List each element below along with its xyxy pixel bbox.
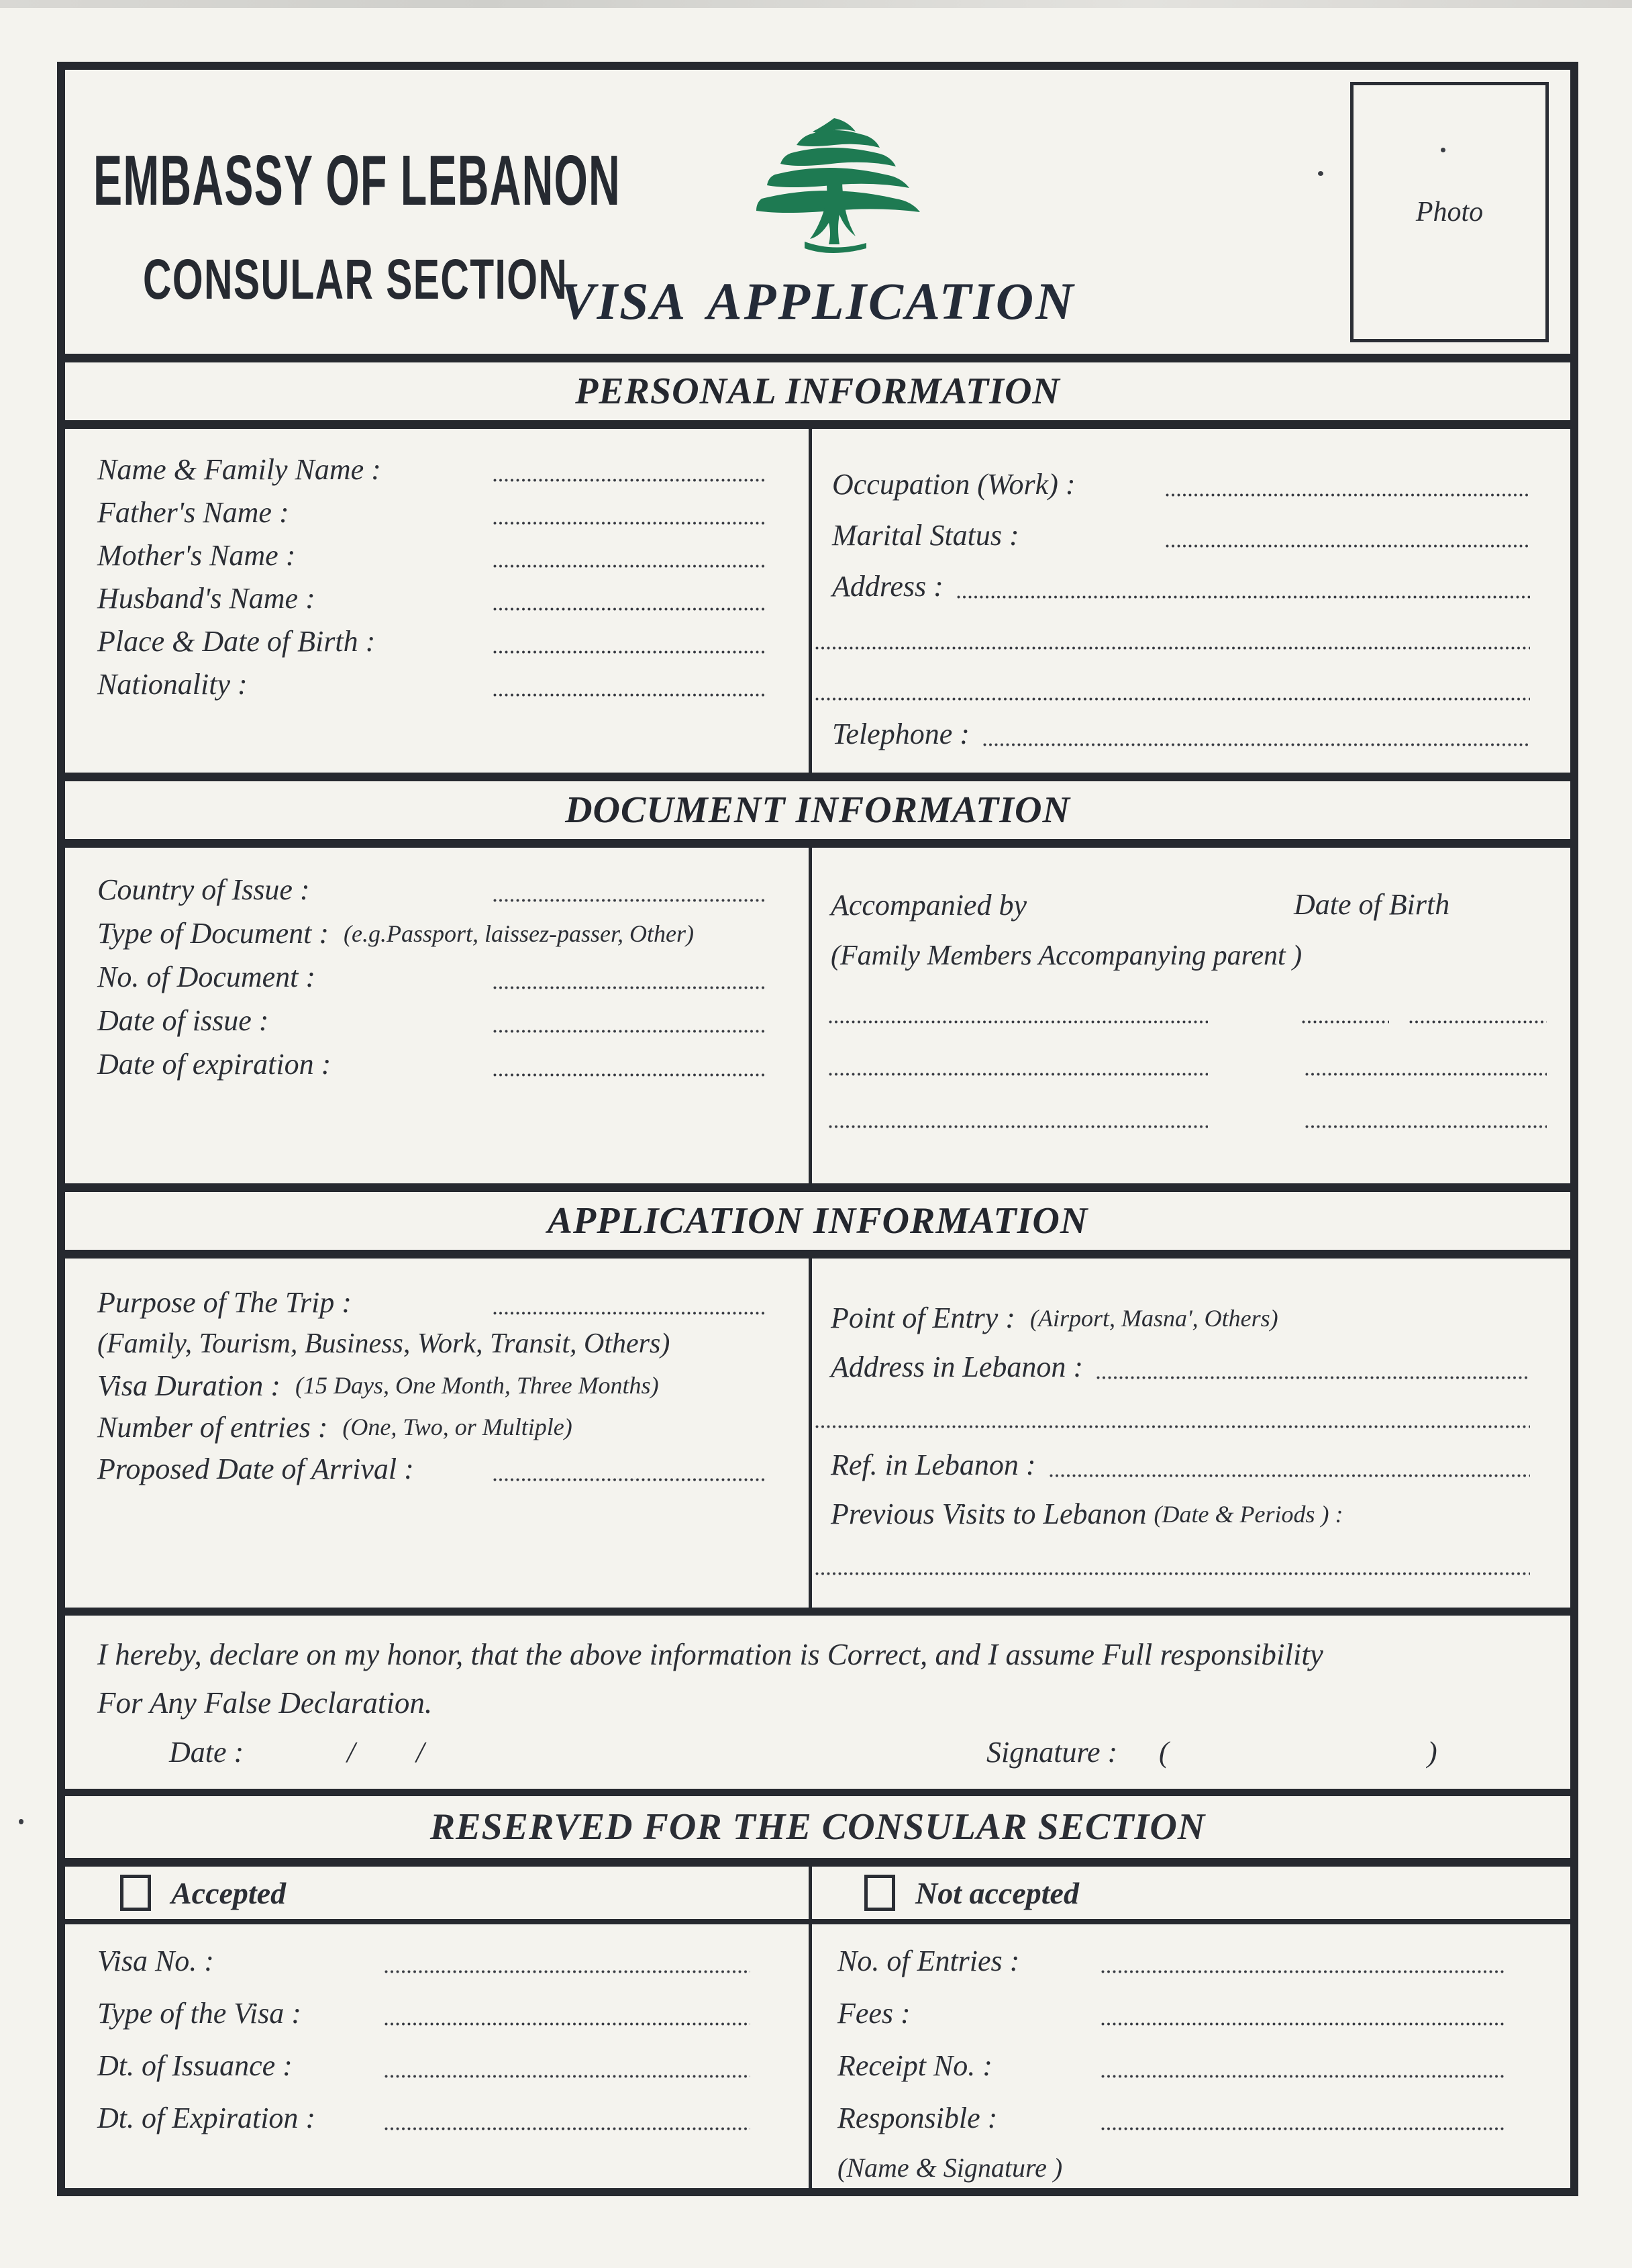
field-row-entries-no: [837, 1934, 1570, 1987]
field-label: No. of Entries :: [837, 1944, 1020, 1977]
field-label: Telephone :: [832, 717, 970, 750]
field-row-husband: [97, 577, 809, 620]
field-hint: (Airport, Masna', Others): [1029, 1304, 1278, 1332]
write-in-line[interactable]: [493, 607, 766, 611]
signature-label: Signature :: [986, 1736, 1118, 1769]
date-label: Date :: [169, 1736, 244, 1769]
write-in-line[interactable]: [815, 697, 1530, 701]
field-label: Dt. of Expiration :: [97, 2101, 316, 2134]
field-label: Occupation (Work) :: [832, 467, 1076, 501]
photo-box[interactable]: [1350, 82, 1549, 342]
embassy-title: EMBASSY OF LEBANON: [93, 141, 621, 220]
field-label: Proposed Date of Arrival :: [97, 1452, 414, 1485]
name-signature-note: (Name & Signature ): [837, 2152, 1063, 2183]
acceptance-row: [65, 1867, 1570, 1924]
field-hint: (15 Days, One Month, Three Months): [295, 1372, 659, 1399]
write-in-line[interactable]: [385, 2075, 750, 2078]
field-label: Previous Visits to Lebanon: [831, 1497, 1147, 1530]
field-row-purpose: [97, 1281, 809, 1323]
field-hint: (Family Members Accompanying parent ): [831, 940, 1303, 971]
field-label: Address :: [832, 569, 944, 603]
consular-section-subtitle: CONSULAR SECTION: [143, 248, 568, 311]
address-lebanon-continuation-row: [812, 1391, 1570, 1440]
write-in-line[interactable]: [1050, 1474, 1530, 1477]
field-label: No. of Document :: [97, 960, 316, 993]
field-label: Receipt No. :: [837, 2049, 992, 2082]
field-label: Type of the Visa :: [97, 1996, 301, 2030]
field-label: Country of Issue :: [97, 873, 310, 906]
write-in-line[interactable]: [829, 1125, 1208, 1128]
write-in-line[interactable]: [1096, 1376, 1530, 1379]
accepted-cell: [65, 1867, 812, 1919]
declaration-line2: For Any False Declaration.: [97, 1686, 433, 1720]
field-row-occupation: [812, 458, 1570, 509]
write-in-line[interactable]: [1101, 2075, 1505, 2078]
field-label: Date of issue :: [97, 1004, 269, 1037]
accompanied-subheader-row: [812, 927, 1570, 985]
field-label: Fees :: [837, 1996, 911, 2030]
write-in-line[interactable]: [493, 899, 766, 902]
write-in-line[interactable]: [1409, 1020, 1547, 1024]
write-in-line[interactable]: [829, 1020, 1208, 1024]
not-accepted-label: Not accepted: [915, 1875, 1079, 1910]
field-row-telephone: [812, 713, 1570, 754]
not-accepted-cell: [812, 1867, 1570, 1919]
field-label: Visa No. :: [97, 1944, 214, 1977]
scan-speck: [19, 1819, 23, 1824]
document-right-column: [812, 848, 1570, 1183]
field-row-doc-number: [97, 955, 809, 999]
section-title: RESERVED FOR THE CONSULAR SECTION: [429, 1806, 1206, 1848]
field-row-entry-point: [812, 1293, 1570, 1342]
document-information-body: [65, 848, 1570, 1183]
field-row-issuance-date: [97, 2039, 809, 2091]
section-header-application: [65, 1183, 1570, 1259]
field-row-issue-date: [97, 999, 809, 1042]
write-in-line[interactable]: [385, 2022, 750, 2026]
section-header-consular: [65, 1796, 1570, 1867]
scan-edge-artifact: [0, 0, 1632, 8]
accompanied-entry-row: [812, 1089, 1570, 1142]
photo-label: Photo: [1415, 197, 1484, 228]
field-row-name: [97, 448, 809, 491]
field-label: Mother's Name :: [97, 538, 296, 572]
write-in-line[interactable]: [1305, 1125, 1547, 1128]
field-hint: (e.g.Passport, laissez-passer, Other): [343, 920, 694, 947]
date-slash: /: [347, 1736, 356, 1769]
date-signature-row: [65, 1735, 1570, 1775]
field-label: Husband's Name :: [97, 581, 315, 615]
write-in-line[interactable]: [493, 479, 766, 482]
application-left-column: [65, 1259, 812, 1608]
purpose-hint-row: [97, 1323, 809, 1365]
field-row-marital: [812, 509, 1570, 560]
write-in-line[interactable]: [493, 1478, 766, 1481]
field-row-address-lebanon: [812, 1342, 1570, 1391]
write-in-line[interactable]: [1101, 1970, 1505, 1973]
write-in-line[interactable]: [815, 646, 1530, 650]
field-label: Place & Date of Birth :: [97, 624, 376, 658]
field-row-ref-lebanon: [812, 1440, 1570, 1489]
consular-right-column: [812, 1924, 1570, 2191]
accompanied-entry-row: [812, 985, 1570, 1037]
field-row-birth: [97, 620, 809, 662]
field-row-arrival: [97, 1448, 809, 1489]
field-label: Point of Entry :: [831, 1301, 1015, 1334]
write-in-line[interactable]: [493, 522, 766, 525]
write-in-line[interactable]: [829, 1073, 1208, 1076]
declaration-line1: I hereby, declare on my honor, that the above information is Correct, and I assume Full responsibility: [97, 1638, 1323, 1671]
write-in-line[interactable]: [493, 650, 766, 654]
personal-left-column: [65, 429, 812, 773]
declaration-text: [65, 1616, 1570, 1727]
field-hint: (Date & Periods ) :: [1154, 1500, 1343, 1528]
field-row-expiration-date: [97, 2091, 809, 2144]
field-label: Date of expiration :: [97, 1048, 332, 1081]
field-row-entries: [97, 1406, 809, 1448]
field-row-duration: [97, 1365, 809, 1406]
previous-visits-entry-row: [812, 1538, 1570, 1587]
field-hint: (One, Two, or Multiple): [342, 1414, 572, 1440]
field-row-address: [812, 560, 1570, 611]
form-title: VISA APPLICATION: [560, 272, 1076, 330]
field-label: Nationality :: [97, 667, 248, 701]
write-in-line[interactable]: [493, 693, 766, 697]
field-row-previous-visits: [812, 1489, 1570, 1538]
form-header: [65, 70, 1570, 354]
write-in-line[interactable]: [493, 986, 766, 989]
field-row-visa-no: [97, 1934, 809, 1987]
write-in-line[interactable]: [385, 1970, 750, 1973]
field-row-nationality: [97, 662, 809, 705]
address-continuation-row: [812, 662, 1570, 713]
field-label: Purpose of The Trip :: [97, 1285, 352, 1319]
write-in-line[interactable]: [1166, 493, 1528, 497]
column-header: Date of Birth: [1294, 888, 1450, 921]
accepted-checkbox[interactable]: [120, 1875, 151, 1911]
write-in-line[interactable]: [1302, 1020, 1389, 1024]
visa-application-form: [57, 62, 1578, 2196]
field-label: Name & Family Name :: [97, 452, 381, 486]
write-in-line[interactable]: [1101, 2022, 1505, 2026]
field-label: Visa Duration :: [97, 1369, 280, 1402]
field-label: Ref. in Lebanon :: [831, 1448, 1036, 1481]
field-label: Marital Status :: [832, 518, 1019, 552]
signature-paren-open: (: [1159, 1736, 1169, 1769]
section-title: DOCUMENT INFORMATION: [565, 789, 1070, 831]
application-right-column: [812, 1259, 1570, 1608]
write-in-line[interactable]: [815, 1425, 1530, 1428]
field-label: Father's Name :: [97, 495, 289, 529]
signature-paren-close: ): [1427, 1736, 1437, 1769]
field-row-responsible: [837, 2091, 1570, 2144]
section-title: PERSONAL INFORMATION: [575, 371, 1060, 412]
column-header: Accompanied by: [831, 888, 1027, 922]
consular-fields-body: [65, 1924, 1570, 2191]
accompanied-entry-row: [812, 1037, 1570, 1089]
consular-left-column: [65, 1924, 812, 2191]
document-left-column: [65, 848, 812, 1183]
field-label: Type of Document :: [97, 917, 329, 950]
field-label: Address in Lebanon :: [831, 1350, 1084, 1383]
accompanied-header-row: [812, 883, 1570, 927]
write-in-line[interactable]: [983, 743, 1530, 746]
write-in-line[interactable]: [1166, 544, 1528, 548]
write-in-line[interactable]: [1101, 2127, 1505, 2130]
field-row-visa-type: [97, 1987, 809, 2039]
accepted-label: Accepted: [171, 1875, 287, 1910]
field-row-mother: [97, 534, 809, 577]
write-in-line[interactable]: [493, 1030, 766, 1033]
field-row-father: [97, 491, 809, 534]
not-accepted-checkbox[interactable]: [864, 1875, 895, 1911]
field-label: Number of entries :: [97, 1410, 328, 1444]
field-row-doc-type: [97, 911, 809, 955]
field-hint: (Family, Tourism, Business, Work, Transit, Others): [97, 1328, 670, 1359]
section-header-personal: [65, 354, 1570, 429]
address-continuation-row: [812, 611, 1570, 662]
section-header-document: [65, 773, 1570, 848]
write-in-line[interactable]: [493, 564, 766, 568]
write-in-line[interactable]: [385, 2127, 750, 2130]
field-row-fees: [837, 1987, 1570, 2039]
write-in-line[interactable]: [1305, 1073, 1547, 1076]
field-label: Dt. of Issuance :: [97, 2049, 293, 2082]
field-label: Responsible :: [837, 2101, 998, 2134]
section-title: APPLICATION INFORMATION: [547, 1200, 1088, 1242]
personal-right-column: [812, 429, 1570, 773]
field-row-receipt-no: [837, 2039, 1570, 2091]
write-in-line[interactable]: [815, 1572, 1530, 1575]
write-in-line[interactable]: [493, 1073, 766, 1077]
personal-information-body: [65, 429, 1570, 773]
date-slash: /: [416, 1736, 425, 1769]
declaration-section: [65, 1608, 1570, 1796]
field-row-country: [97, 868, 809, 911]
write-in-line[interactable]: [493, 1312, 766, 1315]
cedar-tree-icon: [751, 115, 925, 263]
application-information-body: [65, 1259, 1570, 1608]
field-row-expiration-date: [97, 1042, 809, 1086]
write-in-line[interactable]: [957, 595, 1530, 599]
